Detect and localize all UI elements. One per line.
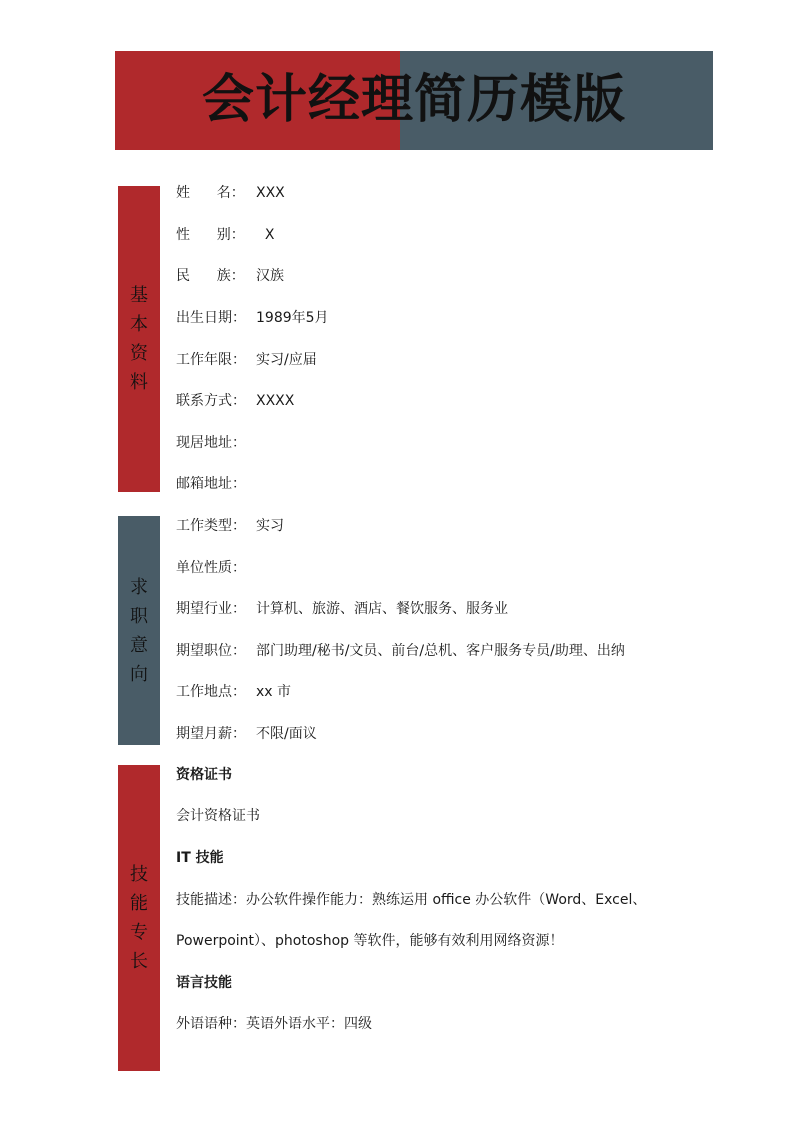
section-label-char: 专	[130, 922, 148, 943]
field-name	[176, 183, 285, 203]
section-label-char: 意	[130, 634, 148, 656]
field-value: 1989年5月	[256, 310, 329, 326]
field-value: 不限/面议	[256, 726, 317, 742]
field-label: 期望职位：	[176, 643, 246, 659]
title-banner	[115, 51, 713, 150]
field-position	[176, 641, 625, 661]
field-value: 实习/应届	[256, 352, 317, 368]
section-label-char: 资	[130, 343, 148, 364]
field-salary	[176, 724, 317, 744]
section-label-basic-info	[118, 186, 160, 492]
field-value: 计算机、旅游、酒店、餐饮服务、服务业	[256, 601, 508, 617]
field-location	[176, 682, 291, 702]
field-label: 期望月薪：	[176, 726, 246, 742]
section-label-char: 料	[130, 372, 148, 393]
field-company-type	[176, 558, 256, 578]
section-label-char: 技	[130, 864, 148, 885]
section-label-char: 长	[130, 951, 148, 972]
field-birth-date	[176, 308, 329, 328]
field-label: 联系方式：	[176, 393, 246, 409]
field-label: 工作年限：	[176, 352, 246, 368]
field-industry	[176, 599, 508, 619]
field-label: 工作地点：	[176, 684, 246, 700]
field-label: 期望行业：	[176, 601, 246, 617]
skills-it-description-cont: Powerpoint）、photoshop 等软件，能够有效利用网络资源！	[176, 933, 564, 949]
field-job-type	[176, 516, 284, 536]
field-contact	[176, 391, 294, 411]
section-label-char: 本	[130, 314, 148, 335]
field-value: xx 市	[256, 684, 292, 700]
skills-heading-it: IT 技能	[176, 850, 224, 866]
section-label-skills	[118, 765, 160, 1071]
section-label-char: 能	[130, 893, 148, 914]
section-label-char: 职	[130, 605, 148, 627]
field-value: XXXX	[256, 393, 295, 409]
field-label: 姓 名：	[176, 185, 245, 201]
skills-heading-certificates: 资格证书	[176, 767, 232, 783]
skills-certificate: 会计资格证书	[176, 808, 260, 824]
field-gender	[176, 225, 275, 245]
field-label: 邮箱地址：	[176, 476, 246, 492]
field-label: 出生日期：	[176, 310, 246, 326]
field-work-years	[176, 350, 317, 370]
section-label-char: 向	[130, 663, 148, 685]
field-ethnicity	[176, 266, 284, 286]
page-title: 会计经理简历模版	[201, 70, 626, 130]
section-label-job-intention	[118, 516, 160, 745]
field-label: 性 别：	[176, 227, 245, 243]
field-address	[176, 433, 256, 453]
field-label: 民 族：	[176, 268, 245, 284]
field-label: 工作类型：	[176, 518, 246, 534]
field-value: XXX	[256, 185, 285, 201]
field-value: 汉族	[256, 268, 284, 284]
field-email	[176, 474, 256, 494]
skills-heading-language: 语言技能	[176, 975, 232, 991]
skills-it-description: 技能描述：办公软件操作能力：熟练运用 office 办公软件（Word、Excel、	[176, 892, 647, 908]
section-label-char: 求	[130, 576, 148, 598]
field-value: 实习	[256, 518, 284, 534]
field-label: 单位性质：	[176, 560, 246, 576]
field-value: 部门助理/秘书/文员、前台/总机、客户服务专员/助理、出纳	[256, 643, 625, 659]
skills-language-level: 外语语种：英语外语水平：四级	[176, 1016, 372, 1032]
section-label-char: 基	[130, 285, 148, 306]
field-label: 现居地址：	[176, 435, 246, 451]
field-value: X	[256, 227, 275, 243]
